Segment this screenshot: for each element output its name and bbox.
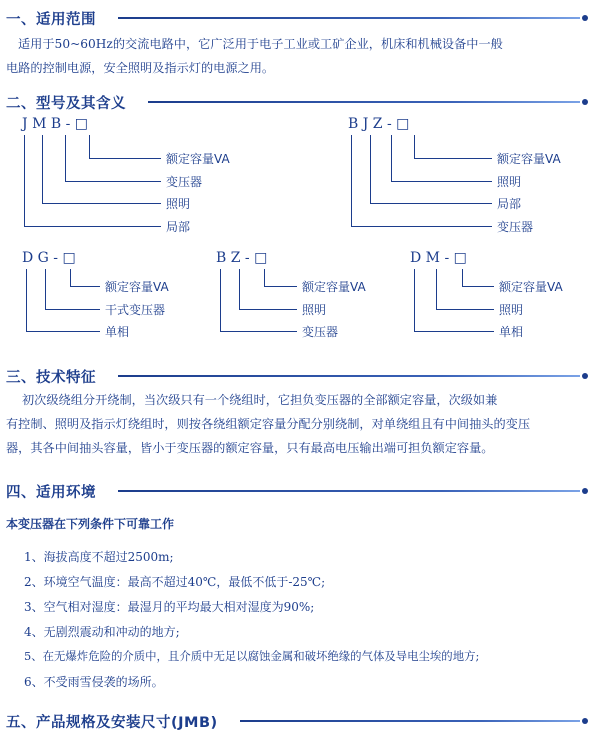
section-rule xyxy=(240,720,580,722)
tree-line xyxy=(24,135,25,226)
tree-line xyxy=(391,135,392,181)
dg-label-single-phase: 单相 xyxy=(105,325,130,339)
tree-line xyxy=(26,269,27,331)
model-code-dg: D G - □ xyxy=(22,250,76,266)
section-rule xyxy=(148,101,580,103)
section-rule xyxy=(118,375,580,377)
tree-line xyxy=(42,135,43,203)
tree-line xyxy=(436,269,437,309)
section-rule-dot xyxy=(582,718,588,724)
bjz-label-transformer: 变压器 xyxy=(497,220,534,234)
section-rule-dot xyxy=(582,99,588,105)
tree-line xyxy=(65,181,161,182)
tree-line xyxy=(89,158,161,159)
tech-line-1: 初次级绕组分开绕制，当次级只有一个绕组时，它担负变压器的全部额定容量，次级如兼 xyxy=(22,393,498,407)
tree-line xyxy=(351,226,492,227)
env-item: 3、空气相对湿度：最湿月的平均最大相对湿度为90%; xyxy=(24,600,315,614)
jmb-label-lighting: 照明 xyxy=(166,197,191,211)
tree-line xyxy=(220,331,297,332)
bz-label-lighting: 照明 xyxy=(302,303,327,317)
tree-line xyxy=(70,286,100,287)
tree-line xyxy=(45,269,46,309)
section-title-models: 二、型号及其含义 xyxy=(6,96,126,112)
jmb-label-capacity: 额定容量VA xyxy=(166,152,230,166)
tree-line xyxy=(220,269,221,331)
tree-line xyxy=(462,286,494,287)
env-item: 1、海拔高度不超过2500m; xyxy=(24,550,174,564)
tree-line xyxy=(42,203,161,204)
bjz-label-lighting: 照明 xyxy=(497,175,522,189)
section-rule xyxy=(118,17,580,19)
scope-line-2: 电路的控制电源，安全照明及指示灯的电源之用。 xyxy=(6,61,275,75)
section-rule xyxy=(118,490,580,492)
tree-line xyxy=(351,135,352,226)
dg-label-dry-transformer: 干式变压器 xyxy=(105,303,166,317)
tree-line xyxy=(370,135,371,203)
env-item: 2、环境空气温度：最高不超过40℃，最低不低于-25℃; xyxy=(24,575,326,589)
tree-line xyxy=(391,181,492,182)
tree-line xyxy=(65,135,66,181)
tree-line xyxy=(26,331,100,332)
tree-line xyxy=(24,226,161,227)
section-title-specs: 五、产品规格及安装尺寸(JMB) xyxy=(6,715,218,731)
tree-line xyxy=(264,269,265,286)
section-rule-dot xyxy=(582,373,588,379)
jmb-label-transformer: 变压器 xyxy=(166,175,203,189)
section-title-tech: 三、技术特征 xyxy=(6,370,96,386)
tree-line xyxy=(70,269,71,286)
model-code-bz: B Z - □ xyxy=(216,250,268,266)
tree-line xyxy=(414,269,415,331)
env-item: 6、不受雨雪侵袭的场所。 xyxy=(24,675,164,689)
model-code-bjz: B J Z - □ xyxy=(348,116,410,132)
dg-label-capacity: 额定容量VA xyxy=(105,280,169,294)
bjz-label-local: 局部 xyxy=(497,197,522,211)
tree-line xyxy=(45,309,100,310)
env-item: 4、无剧烈震动和冲动的地方; xyxy=(24,625,180,639)
tree-line xyxy=(414,331,494,332)
tree-line xyxy=(414,135,415,158)
tree-line xyxy=(89,135,90,158)
section-title-scope: 一、适用范围 xyxy=(6,12,96,28)
dm-label-lighting: 照明 xyxy=(499,303,524,317)
tree-line xyxy=(370,203,492,204)
scope-line-1: 适用于50~60Hz的交流电路中，它广泛用于电子工业或工矿企业，机床和机械设备中一般 xyxy=(18,37,503,51)
tech-line-3: 器，其各中间抽头容量，皆小于变压器的额定容量，只有最高电压输出端可担负额定容量。 xyxy=(6,441,494,455)
dm-label-single-phase: 单相 xyxy=(499,325,524,339)
model-code-dm: D M - □ xyxy=(410,250,467,266)
tree-line xyxy=(462,269,463,286)
tree-line xyxy=(264,286,297,287)
tree-line xyxy=(414,158,492,159)
bz-label-capacity: 额定容量VA xyxy=(302,280,366,294)
tree-line xyxy=(239,269,240,309)
section-rule-dot xyxy=(582,488,588,494)
env-intro: 本变压器在下列条件下可靠工作 xyxy=(6,517,175,531)
tech-line-2: 有控制、照明及指示灯绕组时，则按各绕组额定容量分配分别绕制，对单绕组且有中间抽头的变压 xyxy=(6,417,531,431)
jmb-label-local: 局部 xyxy=(166,220,191,234)
dm-label-capacity: 额定容量VA xyxy=(499,280,563,294)
tree-line xyxy=(436,309,494,310)
model-code-jmb: J M B - □ xyxy=(22,116,88,132)
bjz-label-capacity: 额定容量VA xyxy=(497,152,561,166)
tree-line xyxy=(239,309,297,310)
bz-label-transformer: 变压器 xyxy=(302,325,339,339)
env-item: 5、在无爆炸危险的介质中，且介质中无足以腐蚀金属和破坏绝缘的气体及导电尘埃的地方; xyxy=(24,649,480,663)
section-title-env: 四、适用环境 xyxy=(6,485,96,501)
section-rule-dot xyxy=(582,15,588,21)
